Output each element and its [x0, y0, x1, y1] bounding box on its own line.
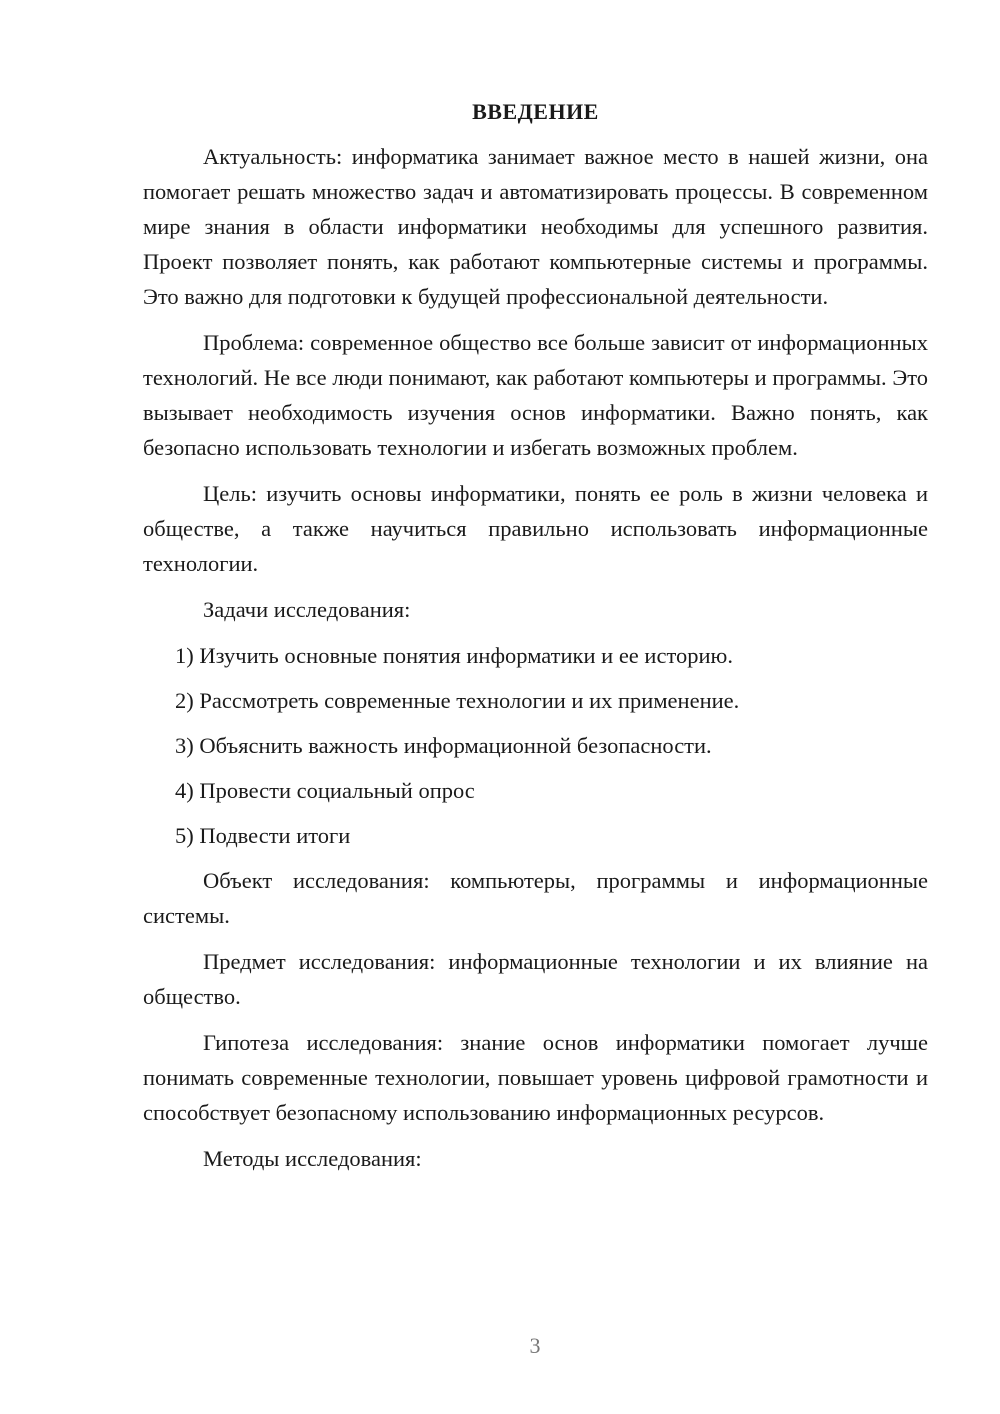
- relevance-paragraph: Актуальность: информатика занимает важное место в нашей жизни, она помогает решать множество задач и автоматизировать процессы. В современном мире знания в области информатики необходимы для успешного развития. Проект позволяет понять, как работают компьютерные системы и программы. Это важно для подготовки к будущей профессиональной деятельности.: [143, 144, 928, 309]
- page-title: ВВЕДЕНИЕ: [472, 99, 599, 124]
- tasks-label: Задачи исследования:: [203, 597, 411, 622]
- task-item: 1) Изучить основные понятия информатики и ее историю.: [175, 643, 733, 668]
- methods-label: Методы исследования:: [203, 1146, 422, 1171]
- subject-paragraph: Предмет исследования: информационные технологии и их влияние на общество.: [143, 949, 928, 1009]
- page-content: [143, 94, 928, 1187]
- task-item: 4) Провести социальный опрос: [175, 778, 475, 803]
- hypothesis-paragraph: Гипотеза исследования: знание основ информатики помогает лучше понимать современные технологии, повышает уровень цифровой грамотности и способствует безопасному использованию информационных ресурсов.: [143, 1030, 928, 1125]
- task-item: 5) Подвести итоги: [175, 823, 351, 848]
- task-item: 3) Объяснить важность информационной безопасности.: [175, 733, 712, 758]
- problem-paragraph: Проблема: современное общество все больше зависит от информационных технологий. Не все люди понимают, как работают компьютеры и программы. Это вызывает необходимость изучения основ информатики. Важно понять, как безопасно использовать технологии и избегать возможных проблем.: [143, 330, 928, 460]
- goal-paragraph: Цель: изучить основы информатики, понять ее роль в жизни человека и обществе, а также научиться правильно использовать информационные технологии.: [143, 481, 928, 576]
- task-item: 2) Рассмотреть современные технологии и их применение.: [175, 688, 740, 713]
- page-number: 3: [529, 1333, 541, 1358]
- object-paragraph: Объект исследования: компьютеры, программы и информационные системы.: [143, 868, 928, 928]
